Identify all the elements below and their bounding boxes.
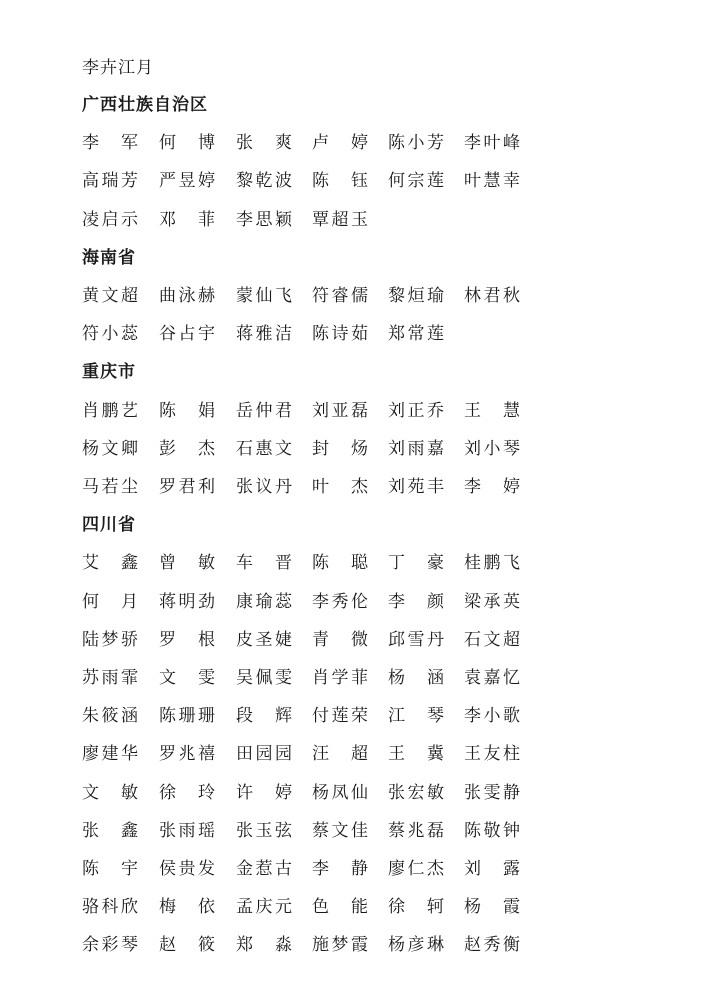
person-name: 陈 钰 bbox=[312, 171, 368, 192]
person-name: 张 雨 瑶 bbox=[159, 820, 215, 841]
person-name: 陈 小 芳 bbox=[388, 133, 444, 154]
person-name: 张 雯 静 bbox=[464, 782, 520, 803]
person-name: 符 睿 儒 bbox=[312, 286, 368, 306]
person-name: 苏 雨 霏 bbox=[82, 668, 138, 688]
person-name: 邓 菲 bbox=[159, 209, 215, 230]
person-name: 刘 亚 磊 bbox=[312, 400, 368, 421]
person-name: 李 秀 伦 bbox=[312, 591, 368, 612]
person-name: 曲 泳 赫 bbox=[159, 286, 215, 306]
person-name: 杨 涵 bbox=[388, 668, 444, 688]
person-name: 色 能 bbox=[312, 897, 368, 918]
person-name: 覃 超 玉 bbox=[312, 209, 368, 230]
person-name: 青 微 bbox=[312, 629, 368, 650]
person-name: 桂 鹏 飞 bbox=[464, 553, 520, 574]
person-name: 严 昱 婷 bbox=[159, 171, 215, 192]
person-name: 段 辉 bbox=[236, 706, 292, 727]
person-name: 李 小 歌 bbox=[464, 706, 520, 727]
person-name: 石 惠 文 bbox=[236, 438, 292, 459]
person-name: 康 瑜 蕊 bbox=[236, 591, 292, 612]
person-name: 谷 占 宇 bbox=[159, 324, 215, 345]
lead-name: 李卉江月 bbox=[82, 58, 154, 78]
person-name: 陈 敬 钟 bbox=[464, 820, 520, 841]
person-name: 杨 霞 bbox=[464, 897, 520, 918]
person-name: 廖 仁 杰 bbox=[388, 859, 444, 879]
person-name: 蒙 仙 飞 bbox=[236, 286, 292, 306]
person-name: 刘 苑 丰 bbox=[388, 477, 444, 497]
person-name: 高 瑞 芳 bbox=[82, 171, 138, 192]
person-name: 黎 乾 波 bbox=[236, 171, 292, 192]
person-name: 李 叶 峰 bbox=[464, 133, 520, 154]
person-name: 王 冀 bbox=[388, 744, 444, 765]
person-name: 廖 建 华 bbox=[82, 744, 138, 765]
person-name: 何 月 bbox=[82, 591, 138, 612]
person-name: 许 婷 bbox=[236, 782, 292, 803]
person-name: 刘 正 乔 bbox=[388, 400, 444, 421]
person-name: 张 爽 bbox=[236, 133, 292, 154]
person-name: 石 文 超 bbox=[464, 629, 520, 650]
person-name: 邱 雪 丹 bbox=[388, 629, 444, 650]
person-name: 罗 根 bbox=[159, 629, 215, 650]
person-name: 张 鑫 bbox=[82, 820, 138, 841]
person-name: 郑 常 莲 bbox=[388, 324, 444, 345]
person-name: 王 慧 bbox=[464, 400, 520, 421]
person-name: 叶 杰 bbox=[312, 477, 368, 497]
person-name: 黄 文 超 bbox=[82, 286, 138, 306]
person-name: 皮 圣 婕 bbox=[236, 629, 292, 650]
person-name: 车 晋 bbox=[236, 553, 292, 574]
person-name: 肖 鹏 艺 bbox=[82, 400, 138, 421]
person-name: 叶 慧 幸 bbox=[464, 171, 520, 192]
person-name: 曾 敏 bbox=[159, 553, 215, 574]
section-heading: 广西壮族自治区 bbox=[82, 95, 208, 115]
person-name: 刘 雨 嘉 bbox=[388, 438, 444, 459]
person-name: 陆 梦 骄 bbox=[82, 629, 138, 650]
person-name: 何 博 bbox=[159, 133, 215, 154]
person-name: 徐 轲 bbox=[388, 897, 444, 918]
person-name: 陈 聪 bbox=[312, 553, 368, 574]
person-name: 马 若 尘 bbox=[82, 477, 138, 497]
person-name: 符 小 蕊 bbox=[82, 324, 138, 345]
person-name: 李 静 bbox=[312, 859, 368, 879]
person-name: 杨 凤 仙 bbox=[312, 782, 368, 803]
person-name: 林 君 秋 bbox=[464, 286, 520, 306]
person-name: 罗 兆 禧 bbox=[159, 744, 215, 765]
person-name: 李 婷 bbox=[464, 477, 520, 497]
person-name: 张 玉 弦 bbox=[236, 820, 292, 841]
person-name: 袁 嘉 忆 bbox=[464, 668, 520, 688]
person-name: 黎 烜 瑜 bbox=[388, 286, 444, 306]
person-name: 赵 筱 bbox=[159, 935, 215, 956]
person-name: 彭 杰 bbox=[159, 438, 215, 459]
person-name: 文 敏 bbox=[82, 782, 138, 803]
person-name: 封 炀 bbox=[312, 438, 368, 459]
section-heading: 四川省 bbox=[82, 515, 136, 536]
person-name: 吴 佩 雯 bbox=[236, 668, 292, 688]
person-name: 田 园 园 bbox=[236, 744, 292, 765]
person-name: 金 惹 古 bbox=[236, 859, 292, 879]
section-heading: 重庆市 bbox=[82, 362, 136, 383]
person-name: 蒋 明 劲 bbox=[159, 591, 215, 612]
person-name: 梅 依 bbox=[159, 897, 215, 918]
person-name: 卢 婷 bbox=[312, 133, 368, 154]
person-name: 梁 承 英 bbox=[464, 591, 520, 612]
person-name: 艾 鑫 bbox=[82, 553, 138, 574]
person-name: 蒋 雅 洁 bbox=[236, 324, 292, 345]
person-name: 徐 玲 bbox=[159, 782, 215, 803]
person-name: 朱 筱 涵 bbox=[82, 706, 138, 727]
person-name: 文 雯 bbox=[159, 668, 215, 688]
person-name: 岳 仲 君 bbox=[236, 400, 292, 421]
person-name: 陈 娟 bbox=[159, 400, 215, 421]
person-name: 刘 露 bbox=[464, 859, 520, 879]
person-name: 李 军 bbox=[82, 133, 138, 154]
person-name: 陈 宇 bbox=[82, 859, 138, 879]
person-name: 郑 淼 bbox=[236, 935, 292, 956]
person-name: 施 梦 霞 bbox=[312, 935, 368, 956]
person-name: 陈 诗 茹 bbox=[312, 324, 368, 345]
person-name: 肖 学 菲 bbox=[312, 668, 368, 688]
person-name: 杨 彦 琳 bbox=[388, 935, 444, 956]
person-name: 骆 科 欣 bbox=[82, 897, 138, 918]
person-name: 李 颜 bbox=[388, 591, 444, 612]
person-name: 何 宗 莲 bbox=[388, 171, 444, 192]
person-name: 李 思 颖 bbox=[236, 209, 292, 230]
person-name: 汪 超 bbox=[312, 744, 368, 765]
person-name: 蔡 文 佳 bbox=[312, 820, 368, 841]
person-name: 王 友 柱 bbox=[464, 744, 520, 765]
person-name: 孟 庆 元 bbox=[236, 897, 292, 918]
person-name: 刘 小 琴 bbox=[464, 438, 520, 459]
person-name: 张 议 丹 bbox=[236, 477, 292, 497]
person-name: 杨 文 卿 bbox=[82, 438, 138, 459]
person-name: 江 琴 bbox=[388, 706, 444, 727]
person-name: 凌 启 示 bbox=[82, 209, 138, 230]
person-name: 罗 君 利 bbox=[159, 477, 215, 497]
person-name: 余 彩 琴 bbox=[82, 935, 138, 956]
person-name: 陈 珊 珊 bbox=[159, 706, 215, 727]
person-name: 蔡 兆 磊 bbox=[388, 820, 444, 841]
person-name: 侯 贵 发 bbox=[159, 859, 215, 879]
section-heading: 海南省 bbox=[82, 247, 136, 268]
person-name: 赵 秀 衡 bbox=[464, 935, 520, 956]
person-name: 付 莲 荣 bbox=[312, 706, 368, 727]
person-name: 丁 豪 bbox=[388, 553, 444, 574]
person-name: 张 宏 敏 bbox=[388, 782, 444, 803]
